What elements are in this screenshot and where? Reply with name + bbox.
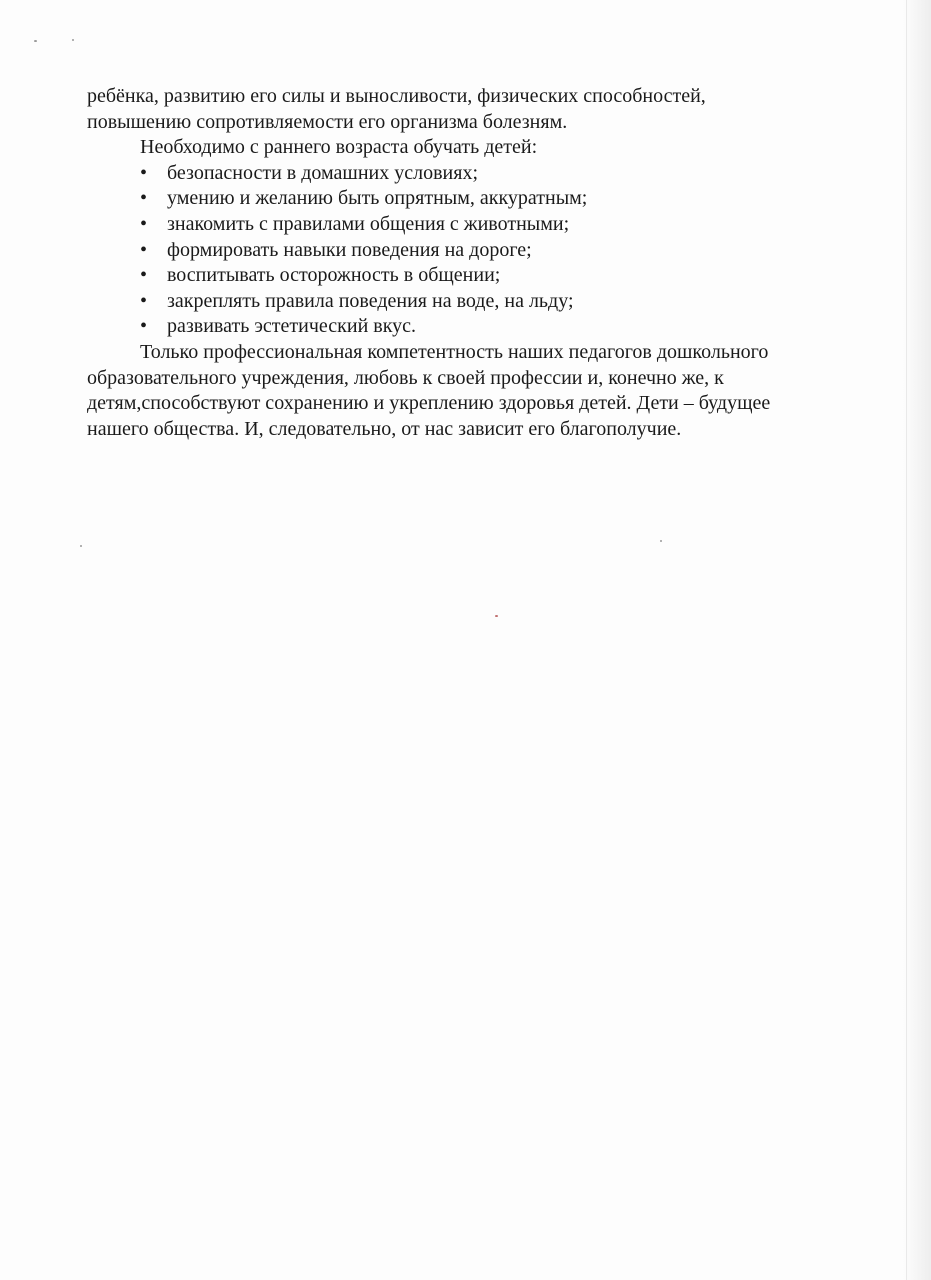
list-item (87, 263, 847, 289)
list-item (87, 238, 847, 264)
closing-line-3: детям,способствуют сохранению и укреплению здоровья детей. Дети – будущее (87, 392, 771, 415)
scan-edge-line (906, 0, 907, 1280)
list-item-text: умению и желанию быть опрятным, аккуратным; (167, 187, 588, 210)
bullet-icon: • (140, 161, 148, 184)
bullet-list (87, 161, 847, 340)
bullet-icon: • (140, 187, 148, 210)
document-body (87, 84, 847, 442)
list-item-text: знакомить с правилами общения с животными; (167, 212, 570, 235)
list-item (87, 161, 847, 187)
scan-speck (660, 540, 662, 542)
list-item (87, 212, 847, 238)
list-item-text: формировать навыки поведения на дороге; (167, 238, 532, 261)
list-item (87, 289, 847, 315)
opening-line-1: ребёнка, развитию его силы и выносливости, физических способностей, (87, 85, 706, 107)
scan-edge-shadow (903, 0, 931, 1280)
list-item-text: безопасности в домашних условиях; (167, 161, 478, 184)
list-item (87, 314, 847, 340)
opening-line-2: повышению сопротивляемости его организма болезням. (87, 110, 568, 133)
bullet-icon: • (140, 212, 148, 235)
intro-paragraph: Необходимо с раннего возраста обучать детей: (140, 136, 538, 159)
list-item (87, 186, 847, 212)
closing-line-2: образовательного учреждения, любовь к своей профессии и, конечно же, к (87, 366, 724, 389)
bullet-icon: • (140, 315, 148, 338)
scan-speck (495, 615, 498, 617)
list-item-text: развивать эстетический вкус. (167, 315, 417, 338)
bullet-icon: • (140, 238, 148, 261)
scan-speck (72, 39, 74, 41)
list-item-text: закреплять правила поведения на воде, на льду; (167, 289, 574, 312)
list-item-text: воспитывать осторожность в общении; (167, 264, 501, 287)
closing-line-4: нашего общества. И, следовательно, от нас зависит его благополучие. (87, 417, 682, 440)
scan-speck (34, 40, 37, 42)
bullet-icon: • (140, 264, 148, 287)
bullet-icon: • (140, 289, 148, 312)
scan-speck (80, 545, 82, 547)
closing-line-1: Только профессиональная компетентность наших педагогов дошкольного (140, 340, 769, 363)
